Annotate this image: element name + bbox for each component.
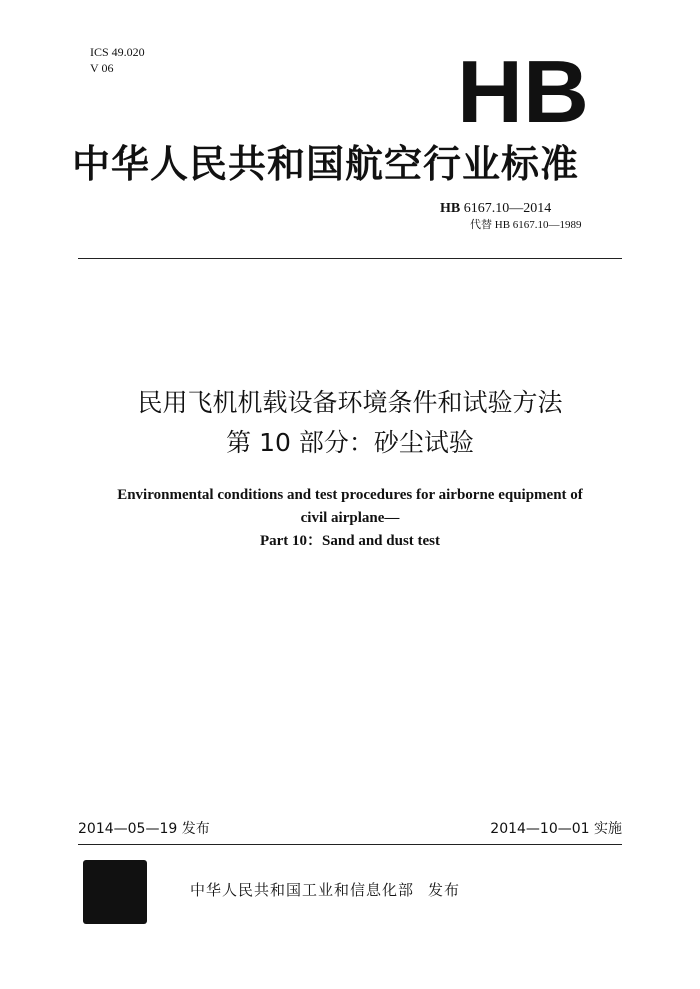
- classification-codes: [90, 44, 145, 76]
- hb-logo-text: HB: [457, 56, 589, 124]
- hb-logo: [456, 56, 591, 124]
- bottom-divider: [78, 844, 622, 845]
- publisher-action: 发布: [428, 881, 461, 899]
- replaced-standard: 代替 HB 6167.10—1989: [470, 219, 582, 231]
- standard-prefix: HB: [440, 201, 461, 216]
- issue-date: 2014—05—19 发布: [78, 821, 210, 837]
- implementation-date: 2014—10—01 实施: [490, 821, 622, 837]
- title-en-line3: Part 10：Sand and dust test: [259, 533, 441, 549]
- main-title: 中华人民共和国航空行业标准: [72, 142, 580, 186]
- top-divider: [78, 258, 622, 259]
- title-en-line2: civil airplane—: [300, 510, 400, 526]
- title-cn-line1: 民用飞机机载设备环境条件和试验方法: [137, 388, 563, 417]
- title-cn-line2: 第 10 部分：砂尘试验: [226, 428, 474, 457]
- publisher-name: 中华人民共和国工业和信息化部: [190, 881, 415, 899]
- standard-number: [440, 200, 606, 218]
- standard-code: 6167.10—2014: [463, 201, 552, 216]
- publisher: [190, 879, 460, 900]
- class-code: V 06: [90, 61, 114, 75]
- standard-number-block: [440, 200, 606, 232]
- title-en-line1: Environmental conditions and test procedures for airborne equipment of: [117, 487, 583, 503]
- ics-code: ICS 49.020: [90, 45, 145, 59]
- publisher-mark: [83, 860, 147, 924]
